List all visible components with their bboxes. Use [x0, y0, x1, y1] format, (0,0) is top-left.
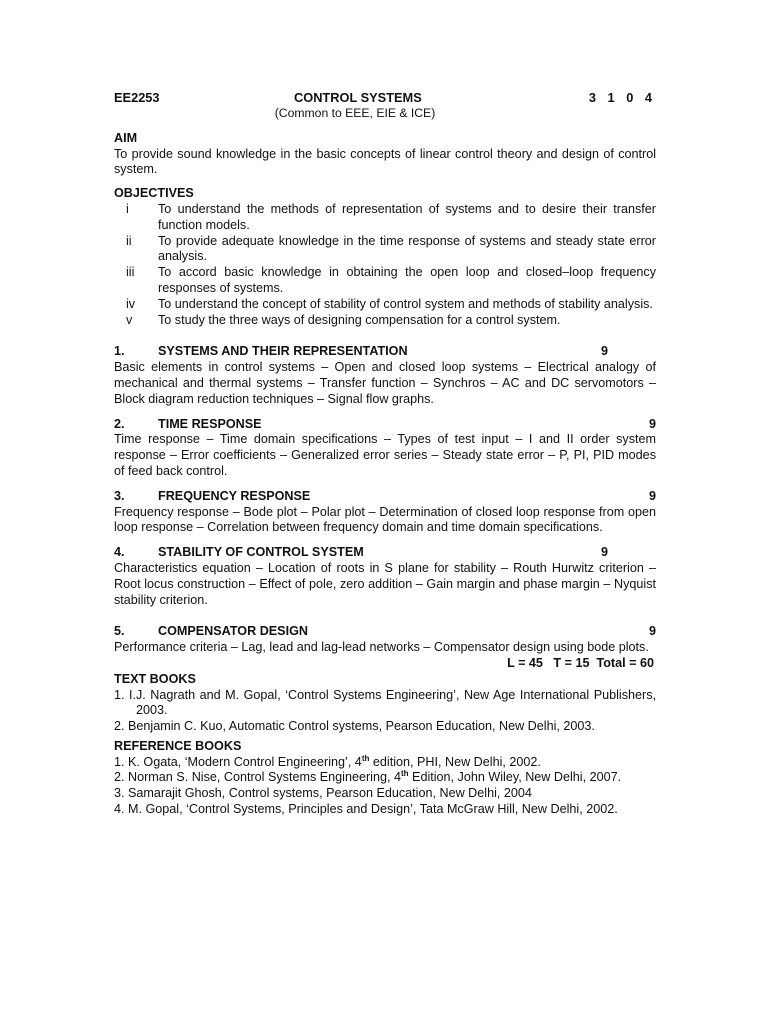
reference-book-item — [114, 802, 656, 818]
unit-text: Frequency response – Bode plot – Polar plot – Determination of closed loop response from open loop response – Correlation between frequency domain and time domain specifications. — [114, 504, 656, 535]
objective-number: i — [126, 201, 129, 216]
unit-heading — [114, 624, 656, 640]
objective-item — [114, 313, 656, 329]
text-book-item: 1. I.J. Nagrath and M. Gopal, ‘Control Systems Engineering’, New Age International Publishers, 2003. — [114, 687, 656, 718]
unit-number: 4. — [114, 545, 125, 560]
reference-text: 3. Samarajit Ghosh, Control systems, Pearson Education, New Delhi, 2004 — [114, 786, 532, 801]
course-header — [114, 90, 656, 106]
unit-number: 3. — [114, 488, 125, 503]
reference-books-heading: REFERENCE BOOKS — [114, 738, 242, 753]
aim-text: To provide sound knowledge in the basic concepts of linear control theory and design of control system. — [114, 146, 656, 177]
course-credits: 3 1 0 4 — [588, 90, 656, 105]
unit-title: FREQUENCY RESPONSE — [158, 488, 311, 503]
objectives-list — [114, 202, 656, 328]
unit-hours: 9 — [648, 624, 656, 639]
unit-hours: 9 — [648, 488, 656, 503]
unit-text: Time response – Time domain specifications – Types of test input – I and II order system response – Error coefficients – Generalized error series – Steady state error – P, PI, PID modes of feed back control. — [114, 432, 656, 478]
reference-text: Edition, John Wiley, New Delhi, 2007. — [408, 770, 622, 785]
syllabus-content — [114, 90, 656, 818]
objective-number: iv — [126, 296, 136, 311]
reference-text: 2. Norman S. Nise, Control Systems Engineering, 4 — [114, 770, 401, 785]
unit-hours: 9 — [648, 416, 656, 431]
unit-title: TIME RESPONSE — [158, 416, 262, 431]
unit-heading — [114, 417, 656, 433]
reference-book-item — [114, 755, 656, 771]
unit-text: Characteristics equation – Location of roots in S plane for stability – Routh Hurwitz criterion – Root locus construction – Effect of pole, zero addition – Gain margin and phase margin – Nyquist stability criterion. — [114, 560, 656, 607]
objective-item — [114, 202, 656, 234]
reference-text: 4. M. Gopal, ‘Control Systems, Principles and Design’, Tata McGraw Hill, New Delhi, 2002. — [114, 802, 618, 817]
ordinal-suffix: th — [400, 769, 409, 779]
unit-section — [114, 624, 656, 656]
unit-heading — [114, 344, 656, 360]
unit-hours: 9 — [600, 545, 608, 560]
text-books-heading: TEXT BOOKS — [114, 671, 196, 686]
unit-number: 5. — [114, 624, 125, 639]
unit-number: 1. — [114, 344, 125, 359]
unit-section — [114, 417, 656, 480]
unit-section — [114, 489, 656, 536]
objective-text: To provide adequate knowledge in the time response of systems and steady state error analysis. — [158, 233, 656, 264]
hours-total: L = 45 T = 15 Total = 60 — [507, 655, 654, 670]
reference-text: 1. K. Ogata, ‘Modern Control Engineering’, 4 — [114, 754, 362, 769]
objective-item — [114, 265, 656, 297]
unit-section — [114, 344, 656, 407]
reference-book-item — [114, 770, 656, 786]
unit-title: STABILITY OF CONTROL SYSTEM — [158, 545, 364, 560]
aim-heading: AIM — [114, 130, 138, 145]
unit-text: Basic elements in control systems – Open and closed loop systems – Electrical analogy of mechanical and thermal systems – Transfer function – Synchros – AC and DC servomotors – Block diagram reduction techniques – Signal flow graphs. — [114, 360, 656, 406]
objectives-heading: OBJECTIVES — [114, 186, 194, 201]
objective-text: To study the three ways of designing compensation for a control system. — [158, 312, 561, 327]
unit-section — [114, 545, 656, 608]
objective-text: To understand the concept of stability of control system and methods of stability analysis. — [158, 296, 653, 311]
reference-book-item — [114, 786, 656, 802]
unit-title: SYSTEMS AND THEIR REPRESENTATION — [158, 344, 408, 359]
text-book-item: 2. Benjamin C. Kuo, Automatic Control systems, Pearson Education, New Delhi, 2003. — [114, 719, 595, 734]
objective-number: v — [126, 312, 133, 327]
course-subtitle: (Common to EEE, EIE & ICE) — [274, 106, 436, 120]
reference-text: edition, PHI, New Delhi, 2002. — [369, 754, 541, 769]
unit-text: Performance criteria – Lag, lead and lag-lead networks – Compensator design using bode plots. — [114, 640, 649, 655]
objective-number: ii — [126, 233, 132, 248]
unit-hours: 9 — [600, 344, 608, 359]
unit-heading — [114, 545, 656, 561]
objective-item — [114, 234, 656, 266]
ordinal-suffix: th — [361, 753, 370, 763]
objective-number: iii — [126, 265, 135, 280]
course-code: EE2253 — [114, 90, 160, 105]
objective-text: To understand the methods of representation of systems and to desire their transfer function models. — [158, 201, 656, 232]
unit-heading — [114, 489, 656, 505]
objective-text: To accord basic knowledge in obtaining the open loop and closed–loop frequency responses of systems. — [158, 265, 656, 295]
unit-number: 2. — [114, 416, 125, 431]
unit-title: COMPENSATOR DESIGN — [158, 624, 308, 639]
objective-item — [114, 297, 656, 313]
course-title: CONTROL SYSTEMS — [294, 90, 422, 105]
